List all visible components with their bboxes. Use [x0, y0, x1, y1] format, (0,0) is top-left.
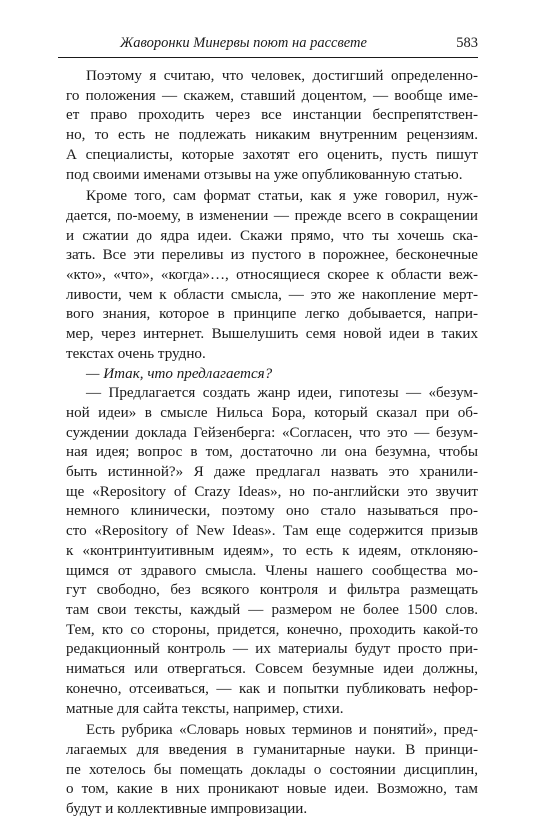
text-line: ной идеи» в смысле Нильса Бора, который сказал при об- [66, 404, 478, 421]
text-line: пе хотелось бы помещать доклады о состоянии дисциплин, [66, 761, 478, 778]
text-line: сто «Repository of New Ideas». Там еще содержится призыв [66, 523, 478, 540]
text-line: вого знания, которое в принципе легко добывается, напри- [66, 306, 478, 323]
text-line: редакционный контроль — их материалы будут просто при- [66, 641, 478, 658]
text-line: гут свободно, без всякого контроля и фильтра размещать [66, 582, 478, 599]
text-line: А специалисты, которые захотят его оценить, пусть пишут [66, 146, 478, 163]
text-line: мер, через интернет. Вышелушить семя новой идеи в таких [66, 326, 478, 343]
body-text [66, 67, 478, 820]
text-line: дается, по-моему, в изменении — прежде всего в сокращении [66, 207, 478, 224]
text-line: Тем, кто со стороны, придется, конечно, проходить какой-то [66, 621, 478, 638]
paragraph [66, 721, 478, 820]
text-line: и сжатии до ядра идеи. Скажи прямо, что ты хочешь ска- [66, 227, 478, 244]
text-line: но, то есть не подлежать никаким внутренним рецензиям. [66, 127, 478, 144]
text-line: ниматься или отвергаться. Совсем безумные идеи должны, [66, 661, 478, 678]
text-line: под своими именами отзывы на уже опубликованную статью. [66, 166, 463, 183]
paragraph [66, 187, 478, 364]
text-line: зать. Все эти переливы из пустого в порожнее, бесконечные [66, 247, 478, 264]
running-title: Жаворонки Минервы поют на рассвете [120, 35, 367, 51]
text-line: Кроме того, сам формат статьи, как я уже говорил, нуж- [86, 188, 478, 205]
text-line: щимся от здравого смысла. Члены нашего сообщества мо- [66, 562, 478, 579]
text-line: быть истинной?» Я даже предлагал назвать это хранили- [66, 464, 478, 481]
text-line: ная идея; вопрос в том, достаточно ли она безумна, чтобы [66, 444, 478, 461]
paragraph-question [66, 365, 478, 385]
text-line: о том, какие в них проникают новые идеи. Возможно, там [66, 781, 478, 798]
text-line: го положения — скажем, ставший доцентом, — вообще име- [66, 87, 478, 104]
text-line: матные для сайта тексты, например, стихи. [66, 700, 344, 717]
text-line: суждении доклада Гейзенберга: «Согласен, что это — безум- [66, 424, 478, 441]
text-line: Есть рубрика «Словарь новых терминов и понятий», пред- [86, 722, 478, 739]
text-line: там свои тексты, каждый — размером не более 1500 слов. [66, 601, 478, 618]
paragraph [66, 67, 478, 185]
page-number: 583 [456, 35, 478, 51]
text-line: ливости, чем к области смысла, — это же накопление мерт- [66, 286, 478, 303]
paragraph [66, 384, 478, 719]
text-line: «кто», «что», «когда»…, относящиеся скорее к области веж- [66, 267, 478, 284]
text-line: лагаемых для введения в гуманитарные науки. В принци- [66, 741, 478, 758]
text-line: к «контринтуитивным идеям», то есть к идеям, отклоняю- [66, 542, 478, 559]
text-line: немного клинически, поэтому оно стало называться про- [66, 503, 478, 520]
text-line: — Итак, что предлагается? [86, 365, 273, 382]
text-line: текстах очень трудно. [66, 345, 206, 362]
running-head [58, 34, 478, 54]
text-line: конечно, отсеиваться, — как и попытки публиковать нефор- [66, 680, 478, 697]
text-line: ще «Repository of Crazy Ideas», но по-английски это звучит [66, 483, 478, 500]
header-rule [58, 57, 478, 58]
text-line: будут и коллективные импровизации. [66, 801, 308, 818]
text-line: ет право проходить через все инстанции беспрепятствен- [66, 107, 478, 124]
text-line: — Предлагается создать жанр идеи, гипотезы — «безум- [86, 385, 478, 402]
text-line: Поэтому я считаю, что человек, достигший определенно- [86, 68, 478, 84]
